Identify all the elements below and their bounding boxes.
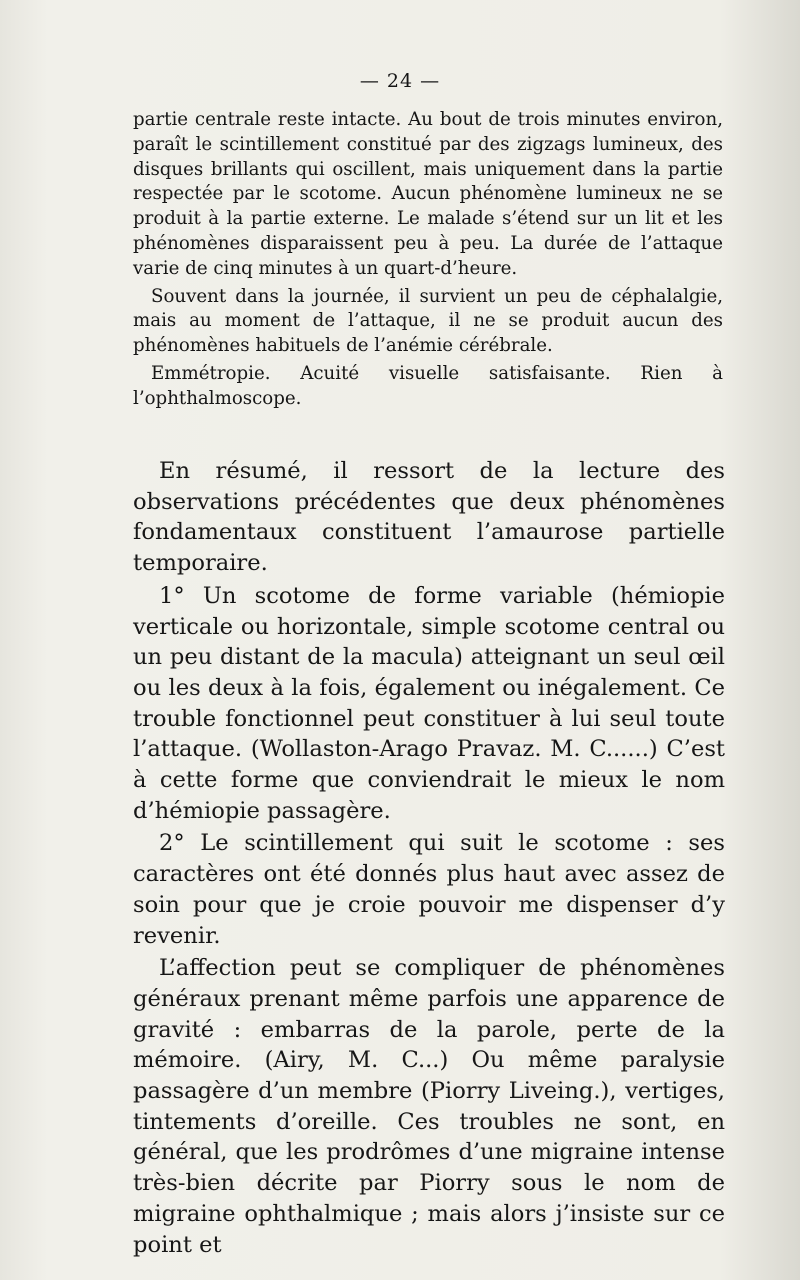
page-number: — 24 — bbox=[359, 70, 441, 92]
summary-paragraph-2: 1° Un scotome de forme variable (hémiopie verticale ou horizontale, simple scotome central ou un peu distant de la macula) atteignant un seul œil ou les deux à la fois, également ou inégalement. Ce trouble fonctionnel peut constituer à lui seul toute l’attaque. (Wollaston-Arago Pravaz. M. C......) C’est à cette forme que conviendrait le mieux le nom d’hémiopie passagère. bbox=[133, 582, 725, 824]
observation-text bbox=[133, 108, 723, 412]
summary-paragraph-3: 2° Le scintillement qui suit le scotome : ses caractères ont été donnés plus haut avec assez de soin pour que je croie pouvoir me dispenser d’y revenir. bbox=[133, 830, 725, 949]
summary-text bbox=[133, 456, 725, 1260]
summary-paragraph-4: L’affection peut se compliquer de phénomènes généraux prenant même parfois une apparence de gravité : embarras de la parole, perte de la mémoire. (Airy, M. C...) Ou même paralysie passagère d’un membre (Piorry Liveing.), vertiges, tintements d’oreille. Ces troubles ne sont, en général, que les prodrômes d’une migraine intense très-bien décrite par Piorry sous le nom de migraine ophthalmique ; mais alors j’insiste sur ce point et bbox=[133, 955, 725, 1258]
summary-paragraph-1: En résumé, il ressort de la lecture des observations précédentes que deux phénomènes fondamentaux constituent l’amaurose partielle temporaire. bbox=[133, 458, 725, 577]
observation-paragraph-1: partie centrale reste intacte. Au bout de trois minutes environ, paraît le scintillement constitué par des zigzags lumineux, des disques brillants qui oscillent, mais uniquement dans la partie respectée par le scotome. Aucun phénomène lumineux ne se produit à la partie externe. Le malade s’étend sur un lit et les phénomènes disparaissent peu à peu. La durée de l’attaque varie de cinq minutes à un quart-d’heure. bbox=[133, 109, 723, 279]
observation-paragraph-3: Emmétropie. Acuité visuelle satisfaisante. Rien à l’ophthalmoscope. bbox=[133, 362, 723, 409]
observation-paragraph-2: Souvent dans la journée, il survient un peu de céphalalgie, mais au moment de l’attaque, il ne se produit aucun des phénomènes habituels de l’anémie cérébrale. bbox=[133, 285, 723, 357]
